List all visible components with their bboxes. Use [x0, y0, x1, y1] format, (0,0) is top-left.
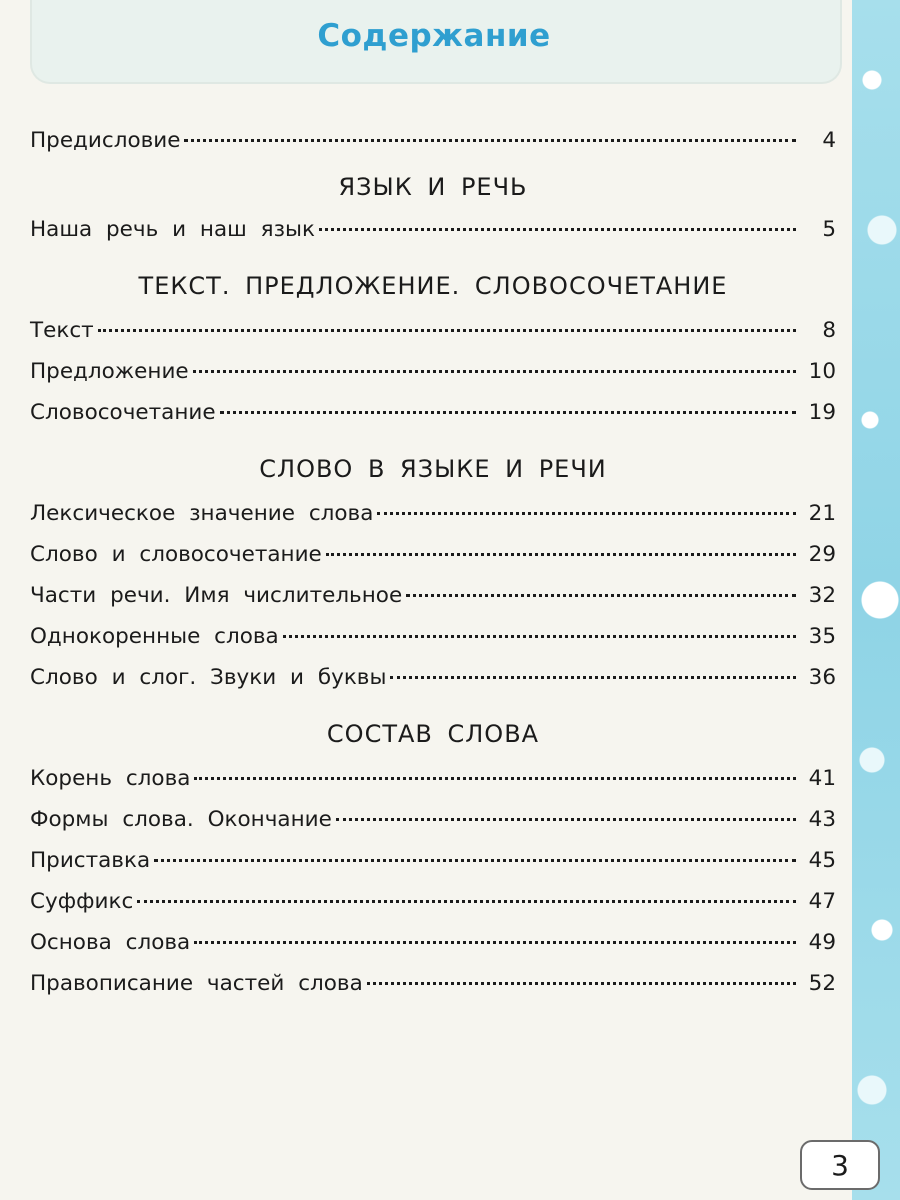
dot-leader: [390, 676, 796, 679]
toc-entry[interactable]: [30, 501, 836, 542]
page-number-badge: 3: [800, 1140, 880, 1190]
toc-entry[interactable]: [30, 583, 836, 624]
toc-entry[interactable]: [30, 542, 836, 583]
toc-entry-preface[interactable]: [30, 128, 836, 169]
toc-entry[interactable]: [30, 400, 836, 441]
section-title-word-structure: СОСТАВ СЛОВА: [326, 720, 540, 748]
toc-entry-label: Наша речь и наш язык: [30, 217, 315, 242]
toc-entry-label: Однокоренные слова: [30, 624, 279, 649]
section-title-language-and-speech: ЯЗЫК И РЕЧЬ: [338, 173, 528, 201]
toc-entry-page: 8: [822, 318, 836, 343]
toc-entry-label: Суффикс: [30, 889, 134, 914]
toc-entry-label: Словосочетание: [30, 400, 216, 425]
toc-entry-page: 47: [808, 889, 836, 914]
toc-entry-label: Предисловие: [30, 128, 181, 153]
dot-leader: [184, 139, 796, 142]
toc-entry-page: 21: [808, 501, 836, 526]
dot-leader: [194, 941, 796, 944]
toc-entry-page: 29: [808, 542, 836, 567]
toc-entry-page: 35: [808, 624, 836, 649]
dot-leader: [336, 818, 796, 821]
toc-entry[interactable]: [30, 848, 836, 889]
toc-entry-page: 36: [808, 665, 836, 690]
dot-leader: [319, 228, 796, 231]
decorative-floral-border: [852, 0, 900, 1200]
toc-entry[interactable]: [30, 624, 836, 665]
dot-leader: [194, 777, 796, 780]
toc-entry-label: Части речи. Имя числительное: [30, 583, 403, 608]
toc-entry[interactable]: [30, 217, 836, 258]
toc-entry-page: 52: [808, 971, 836, 996]
dot-leader: [283, 635, 796, 638]
toc-entry[interactable]: [30, 665, 836, 706]
toc-entry-label: Основа слова: [30, 930, 191, 955]
toc-entry-label: Приставка: [30, 848, 151, 873]
toc-entry-label: Формы слова. Окончание: [30, 807, 332, 832]
toc-entry-label: Слово и словосочетание: [30, 542, 322, 567]
toc-entry[interactable]: [30, 766, 836, 807]
toc-entry[interactable]: [30, 318, 836, 359]
section-title-text-sentence: ТЕКСТ. ПРЕДЛОЖЕНИЕ. СЛОВОСОЧЕТАНИЕ: [138, 272, 728, 300]
dot-leader: [154, 859, 796, 862]
toc-entry-label: Предложение: [30, 359, 189, 384]
dot-leader: [326, 553, 796, 556]
toc-entry[interactable]: [30, 359, 836, 400]
toc-entry-label: Текст: [30, 318, 94, 343]
toc-entry-page: 32: [808, 583, 836, 608]
toc-entry[interactable]: [30, 930, 836, 971]
toc-entry-label: Лексическое значение слова: [30, 501, 374, 526]
toc-entry-label: Корень слова: [30, 766, 191, 791]
page-title: Содержание: [317, 18, 551, 54]
table-of-contents: [30, 128, 836, 1012]
dot-leader: [193, 370, 796, 373]
toc-entry-page: 45: [808, 848, 836, 873]
dot-leader: [377, 512, 796, 515]
dot-leader: [367, 982, 796, 985]
section-title-word-in-language: СЛОВО В ЯЗЫКЕ И РЕЧИ: [259, 455, 607, 483]
toc-entry[interactable]: [30, 807, 836, 848]
dot-leader: [220, 411, 796, 414]
toc-entry[interactable]: [30, 889, 836, 930]
toc-entry-page: 41: [808, 766, 836, 791]
dot-leader: [406, 594, 796, 597]
toc-entry-page: 10: [808, 359, 836, 384]
dot-leader: [98, 329, 796, 332]
toc-entry-page: 4: [822, 128, 836, 153]
toc-entry-page: 43: [808, 807, 836, 832]
toc-entry[interactable]: [30, 971, 836, 1012]
toc-entry-label: Слово и слог. Звуки и буквы: [30, 665, 387, 690]
toc-entry-page: 19: [808, 400, 836, 425]
toc-entry-page: 49: [808, 930, 836, 955]
dot-leader: [137, 900, 796, 903]
toc-entry-page: 5: [822, 217, 836, 242]
toc-entry-label: Правописание частей слова: [30, 971, 363, 996]
